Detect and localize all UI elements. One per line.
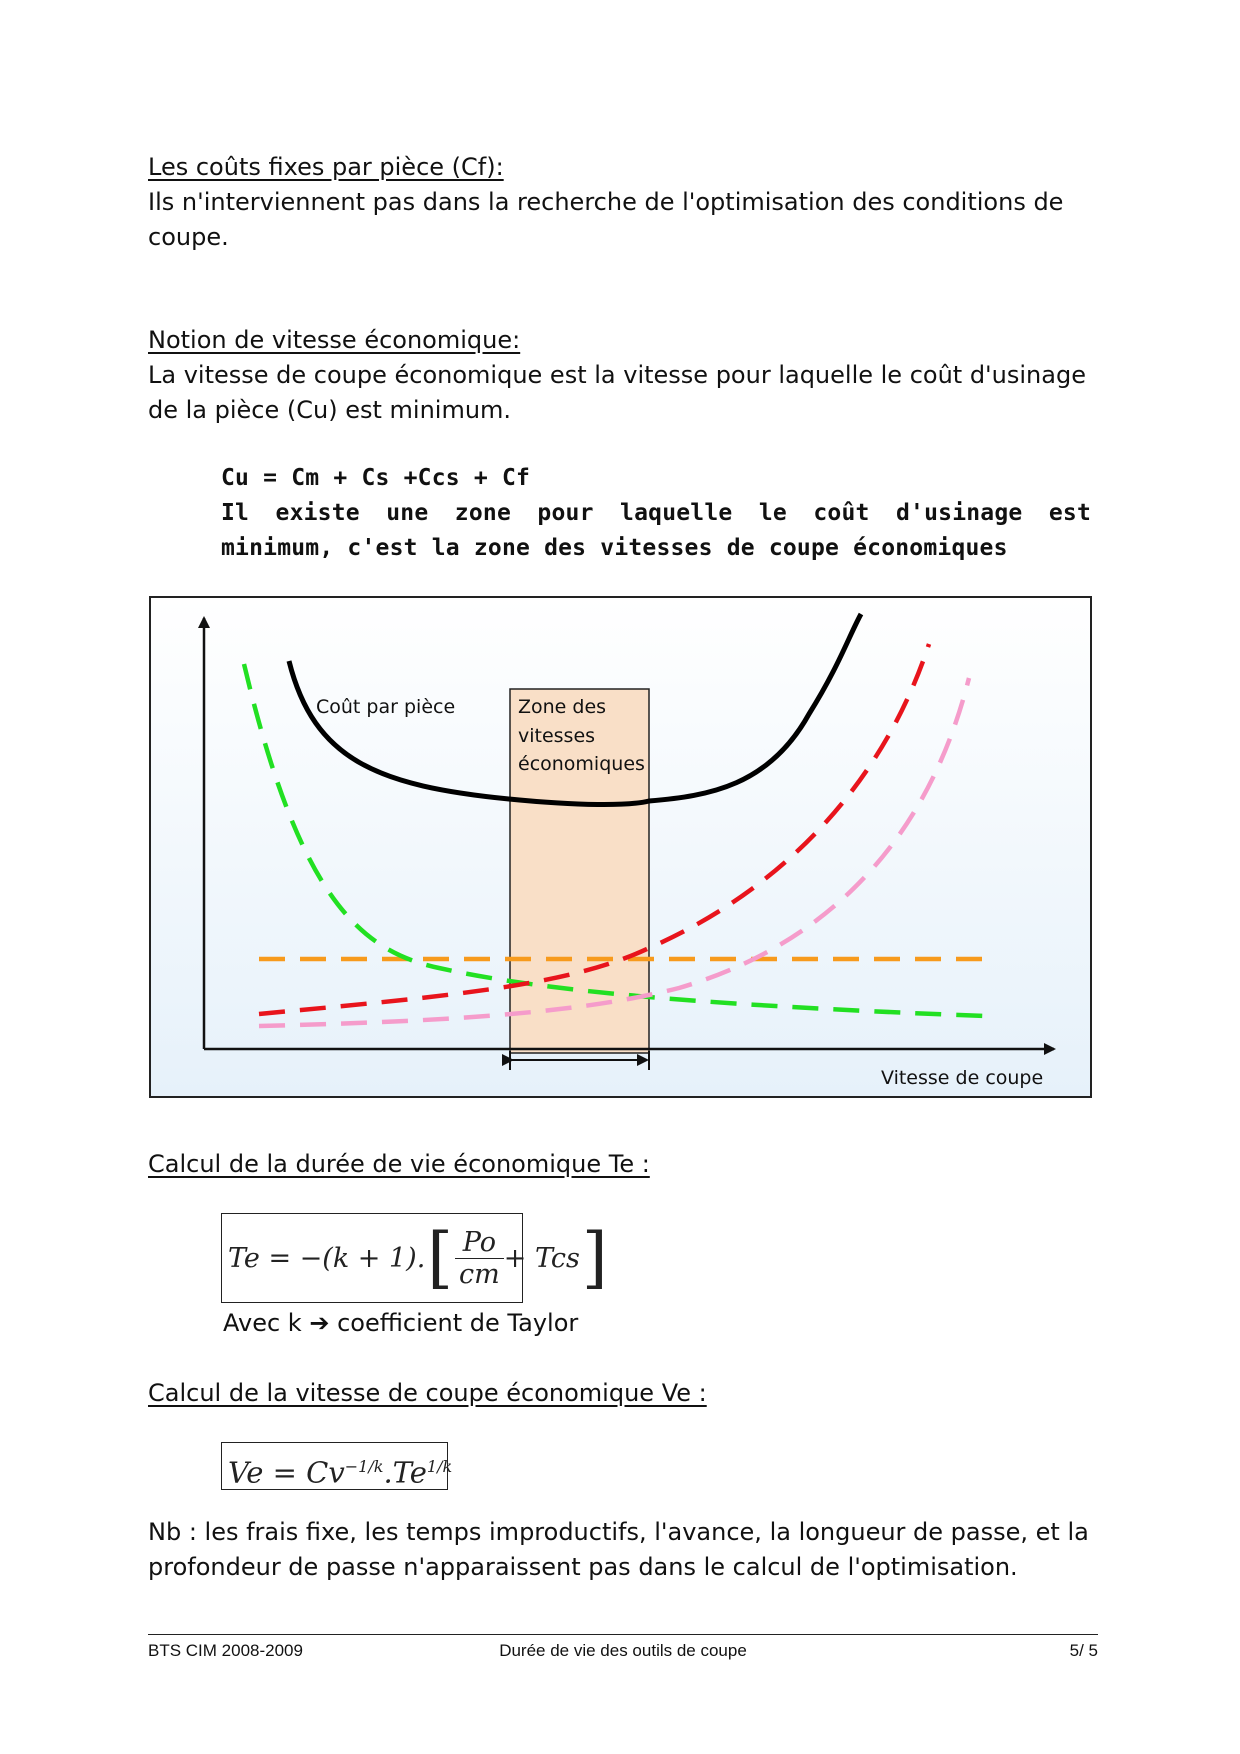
x-axis-label: Vitesse de coupe <box>881 1067 1044 1089</box>
footer-left: BTS CIM 2008-2009 <box>148 1641 303 1660</box>
te-formula-bracket-close: ] <box>581 1219 608 1296</box>
te-formula-tail: + Tcs <box>503 1242 580 1274</box>
te-formula-box <box>221 1213 608 1303</box>
footer-center: Durée de vie des outils de coupe <box>499 1641 747 1660</box>
ve-formula-mid: .Te <box>383 1455 427 1490</box>
cost-per-piece-label: Coût par pièce <box>316 696 456 718</box>
fixed-costs-heading: Les coûts fixes par pièce (Cf): <box>148 153 504 181</box>
ve-formula-box <box>221 1442 453 1490</box>
ve-formula-exponent-2: 1/k <box>426 1457 453 1476</box>
cost-formula: Cu = Cm + Cs +Ccs + Cf <box>221 465 531 491</box>
ve-formula-base: Ve = Cv <box>228 1455 345 1490</box>
zone-label-line1: Zone des <box>518 696 607 718</box>
footer-page-number: 5/ 5 <box>1069 1641 1098 1660</box>
te-formula-denominator: cm <box>459 1258 500 1290</box>
ve-heading: Calcul de la vitesse de coupe économique Ve : <box>148 1379 707 1407</box>
nb-note: Nb : les frais fixe, les temps improductifs, l'avance, la longueur de passe, et la profondeur de passe n'apparaissent pas dans le calcul de l'optimisation. <box>148 1518 1089 1581</box>
zone-label-line3: économiques <box>518 753 645 775</box>
fixed-costs-text: Ils n'interviennent pas dans la recherche de l'optimisation des conditions de coupe. <box>148 188 1064 251</box>
ve-formula-exponent-1: −1/k <box>344 1457 384 1476</box>
zone-label-line2: vitesses <box>518 725 596 747</box>
economic-zone-statement: Il existe une zone pour laquelle le coût d'usinage est minimum, c'est la zone des vitesses de coupe économiques <box>221 500 1091 561</box>
taylor-note: Avec k ➔ coefficient de Taylor <box>223 1309 579 1337</box>
economic-speed-chart <box>149 596 1092 1098</box>
economic-speed-text: La vitesse de coupe économique est la vitesse pour laquelle le coût d'usinage de la pièce (Cu) est minimum. <box>148 361 1086 424</box>
page-footer <box>148 1634 1098 1665</box>
te-formula-numerator: Po <box>455 1227 504 1259</box>
te-heading: Calcul de la durée de vie économique Te : <box>148 1150 650 1178</box>
economic-speed-heading: Notion de vitesse économique: <box>148 326 521 354</box>
te-formula-bracket-open: [ <box>427 1219 454 1296</box>
te-formula-fraction <box>455 1227 504 1290</box>
te-formula-lhs: Te = −(k + 1). <box>228 1242 426 1274</box>
